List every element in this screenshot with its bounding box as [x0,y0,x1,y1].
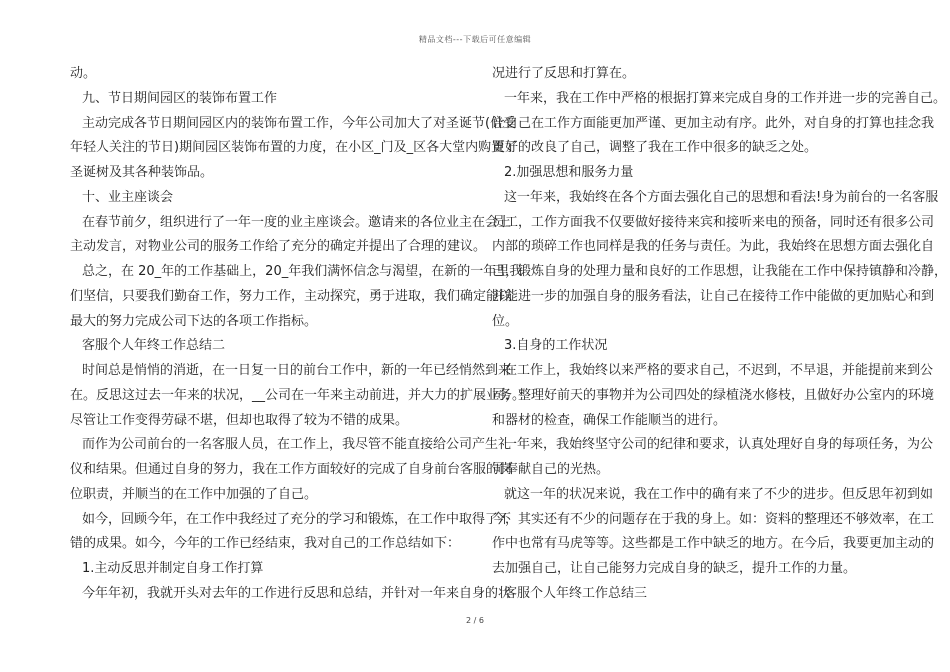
text-line: 让自己在工作方面能更加严谨、更加主动有序。此外，对自身的打算也挂念我 [492,115,935,131]
text-line: 位。 [492,313,519,329]
text-line: 错的成果。如今，今年的工作已经结束，我对自己的工作总结如下： [70,536,461,552]
text-line: 年轻人关注的节日)期间园区装饰布置的力度，在小区_门及_区各大堂内购置了 [70,140,518,156]
text-line: 司，整理好前天的事物并为公司四处的绿植浇水修枝，且做好办公室内的环境 [492,387,935,403]
text-line: 动。 [70,66,97,81]
text-line: 和器材的检查，确保工作能顺当的进行。 [492,412,727,428]
text-line: 客服个人年终工作总结二 [82,338,226,354]
text-line: 3.自身的工作状况 [504,338,608,354]
text-line: 去加强自己，让自己能努力完成自身的缺乏，提升工作的力量。 [492,561,857,576]
text-line: 一年来，我在工作中严格的根据打算来完成自身的工作并进一步的完善自己。 [504,90,947,106]
text-line: 而作为公司前台的一名客服人员，在工作上，我尽管不能直接给公司产生礼 [82,437,512,453]
text-line: 今年年初，我就开头对去年的工作进行反思和总结，并针对一年来自身的状 [82,585,512,601]
page-number: 2 / 6 [466,616,484,625]
text-line: 内部的琐碎工作也同样是我的任务与责任。为此，我始终在思想方面去强化自 [492,239,935,255]
text-line: 时间总是悄悄的消逝，在一日复一日的前台工作中，新的一年已经悄然到来 [82,363,512,378]
text-line: 们坚信，只要我们勤奋工作，努力工作，主动探究，勇于进取，我们确定能以 [70,288,513,304]
text-line: 在春节前夕，组织进行了一年一度的业主座谈会。邀请来的各位业主在会上 [82,214,512,230]
text-line: 一年来，我始终坚守公司的纪律和要求，认真处理好自身的每项任务，为公 [504,437,934,453]
text-line: 主动完成各节日期间园区内的装饰布置工作，今年公司加大了对圣诞节(倍受 [82,115,517,131]
text-line: 圣诞树及其各种装饰品。 [70,165,214,180]
text-line: 仪和结果。但通过自身的努力，我在工作方面较好的完成了自身前台客服的岗 [70,462,513,477]
text-line: 九、节日期间园区的装饰布置工作 [82,90,278,106]
text-line: 尽管让工作变得劳碌不堪，但却也取得了较为不错的成果。 [70,412,409,428]
text-line: 员工，工作方面我不仅要做好接待来宾和接听来电的预备，同时还有很多公司 [492,214,935,230]
page-header: 精品文档---下载后可任意编辑 [418,35,532,44]
right-text-column [492,62,948,607]
left-text-column [70,62,526,607]
text-line: 最大的努力完成公司下达的各项工作指标。 [70,313,318,329]
text-line: 况进行了反思和打算在。 [492,66,636,81]
text-line: 2.加强思想和服务力量 [504,165,634,180]
text-line: 今，其实还有不少的问题存在于我的身上。如：资料的整理还不够效率，在工 [492,511,935,527]
text-line: 主动发言，对物业公司的服务工作给了充分的确定并提出了合理的建议。 [70,239,487,255]
text-line: 1.主动反思并制定自身工作打算 [82,561,264,576]
text-line: 如今，回顾今年，在工作中我经过了充分的学习和锻炼，在工作中取得了不 [82,511,512,527]
text-line: 在。反思这过去一年来的状况，__公司在一年来主动前进，并大力的扩展业务。 [70,387,526,403]
text-line: 就这一年的状况来说，我在工作中的确有来了不少的进步。但反思年初到如 [504,486,934,502]
text-line: 在工作上，我始终以来严格的要求自己，不迟到，不早退，并能提前来到公 [504,363,934,378]
text-line: 司奉献自己的光热。 [492,462,610,477]
text-line: 客服个人年终工作总结三 [504,585,648,601]
text-line: 己，锻炼自身的处理力量和良好的工作思想，让我能在工作中保持镇静和冷静， [492,264,948,279]
text-line: 这一年来，我始终在各个方面去强化自己的思想和看法!身为前台的一名客服 [504,189,939,205]
text-line: 十、业主座谈会 [82,189,174,205]
text-line: 位职责，并顺当的在工作中加强的了自己。 [70,486,318,502]
text-line: 更好的改良了自己，调整了我在工作中很多的缺乏之处。 [492,140,818,156]
text-line: 总之，在 20_年的工作基础上，20_年我们满怀信念与渴望，在新的一年里我 [82,264,523,279]
text-line: 并能进一步的加强自身的服务看法，让自己在接待工作中能做的更加贴心和到 [492,288,935,304]
text-line: 作中也常有马虎等等。这些都是工作中缺乏的地方。在今后，我要更加主动的 [492,536,935,552]
